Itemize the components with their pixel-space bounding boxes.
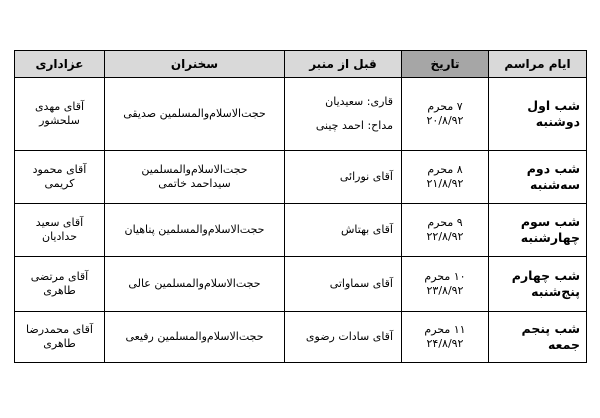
pre-pulpit-cell: [285, 312, 402, 363]
date-muharram: ۱۰ محرم: [424, 270, 466, 283]
date-cell: [402, 312, 489, 363]
weekday: سه‌شنبه: [530, 177, 580, 192]
date-cell: [402, 151, 489, 204]
date-solar: ۲۱/۸/۹۲: [426, 177, 464, 190]
pre-pulpit-line: آقای سادات رضوی: [305, 330, 393, 343]
pre-pulpit-cell: [285, 78, 402, 151]
pre-pulpit-line: آقای بهتاش: [340, 223, 393, 236]
pre-pulpit-cell: [285, 257, 402, 312]
mourning-name: آقای محمدرضا: [26, 323, 93, 336]
mourning-cell: [15, 151, 105, 204]
date-solar: ۲۴/۸/۹۲: [426, 337, 464, 350]
date-muharram: ۷ محرم: [427, 100, 463, 113]
mourning-cell: [15, 204, 105, 257]
schedule-table-wrapper: [14, 50, 586, 363]
mourning-name: آقای محمود کریمی: [32, 163, 87, 190]
table-row: [15, 151, 587, 204]
day-cell: [489, 204, 587, 257]
speaker-cell: [105, 257, 285, 312]
mourning-name: آقای مرتضی طاهری: [30, 270, 89, 297]
speaker-cell: [105, 151, 285, 204]
day-cell: [489, 257, 587, 312]
day-name: شب اول: [527, 98, 580, 113]
pre-pulpit-line: قاری: سعیدیان: [325, 95, 393, 108]
speaker-name: حجت‌الاسلام‌والمسلمین رفیعی: [125, 330, 264, 343]
table-row: [15, 312, 587, 363]
date-muharram: ۱۱ محرم: [424, 323, 466, 336]
speaker-name: سیداحمد خاتمی: [158, 177, 231, 190]
day-cell: [489, 151, 587, 204]
date-solar: ۲۳/۸/۹۲: [426, 284, 464, 297]
table-row: [15, 78, 587, 151]
weekday: پنج‌شنبه: [531, 284, 580, 299]
header-pre-pulpit: قبل از منبر: [285, 51, 402, 78]
speaker-name: حجت‌الاسلام‌والمسلمین عالی: [128, 277, 261, 290]
day-name: شب سوم: [520, 214, 580, 229]
weekday: چهارشنبه: [520, 230, 580, 245]
table-row: [15, 204, 587, 257]
speaker-cell: [105, 312, 285, 363]
date-solar: ۲۰/۸/۹۲: [426, 114, 464, 127]
mourning-cell: [15, 312, 105, 363]
weekday: دوشنبه: [535, 114, 580, 129]
day-cell: [489, 312, 587, 363]
speaker-name: حجت‌الاسلام‌والمسلمین صدیقی: [123, 107, 266, 120]
header-date: تاریخ: [402, 51, 489, 78]
schedule-table: [14, 50, 587, 363]
header-row: [15, 51, 587, 78]
date-solar: ۲۲/۸/۹۲: [426, 230, 464, 243]
mourning-name: طاهری: [43, 337, 76, 350]
mourning-cell: [15, 78, 105, 151]
day-name: شب دوم: [526, 161, 580, 176]
header-mourning: عزاداری: [15, 51, 105, 78]
mourning-name: سلحشور: [39, 114, 80, 127]
date-muharram: ۸ محرم: [427, 163, 463, 176]
day-name: شب چهارم: [511, 268, 580, 283]
pre-pulpit-line: آقای سماواتی: [329, 277, 393, 290]
day-cell: [489, 78, 587, 151]
speaker-cell: [105, 204, 285, 257]
date-cell: [402, 204, 489, 257]
speaker-cell: [105, 78, 285, 151]
mourning-name: آقای مهدی: [34, 100, 85, 113]
pre-pulpit-line: مداح: احمد چینی: [315, 119, 393, 132]
date-muharram: ۹ محرم: [427, 216, 463, 229]
weekday: جمعه: [547, 337, 580, 352]
pre-pulpit-cell: [285, 204, 402, 257]
pre-pulpit-line: آقای نورائی: [339, 170, 393, 183]
table-row: [15, 257, 587, 312]
date-cell: [402, 78, 489, 151]
speaker-name: حجت‌الاسلام‌والمسلمین پناهیان: [124, 223, 265, 236]
mourning-name: آقای سعید حدادیان: [35, 216, 84, 243]
date-cell: [402, 257, 489, 312]
mourning-cell: [15, 257, 105, 312]
header-day: ایام مراسم: [489, 51, 587, 78]
pre-pulpit-cell: [285, 151, 402, 204]
speaker-name: حجت‌الاسلام‌والمسلمین: [141, 163, 248, 176]
header-speaker: سخنران: [105, 51, 285, 78]
day-name: شب پنجم: [521, 321, 580, 336]
